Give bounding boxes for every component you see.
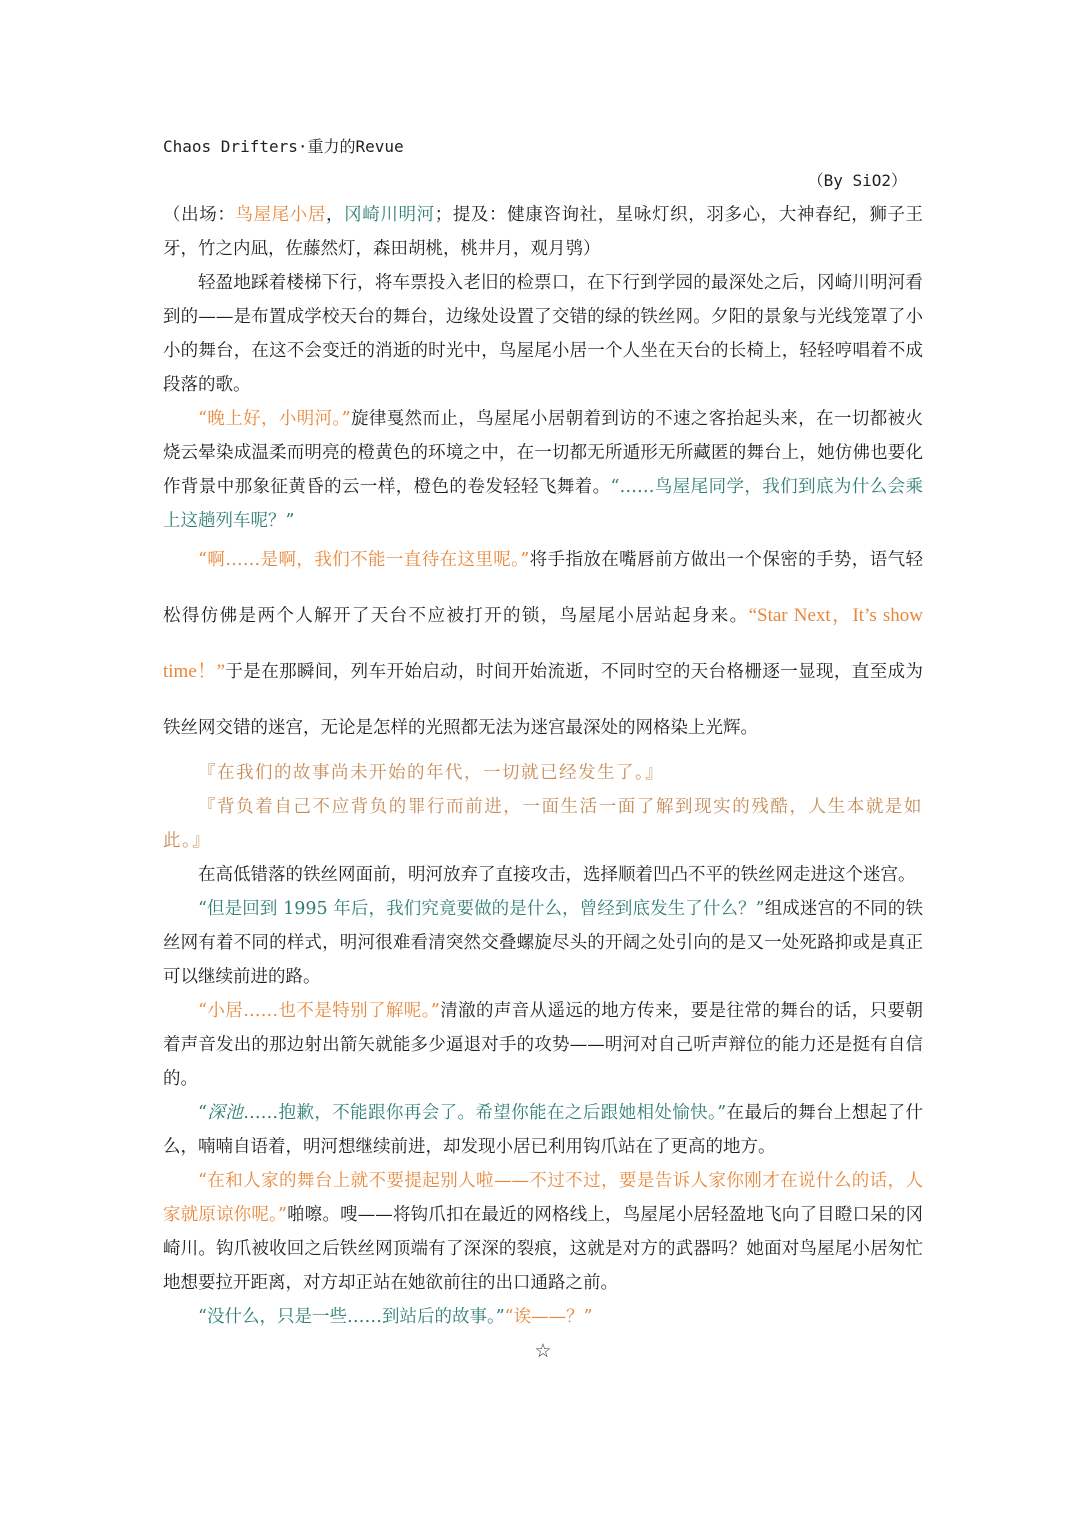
- dialogue-meiga: “没什么，只是一些……到站后的故事。”: [198, 1307, 505, 1327]
- narration: 啪嚓。嗖——将钩爪扣在最近的网格线上，鸟屋尾小居轻盈地飞向了目瞪口呆的冈崎川。钩爪被收回之后铁丝网顶端有了深深的裂痕，这就是对方的武器吗？她面对鸟屋尾小居匆忙地想要拉开距离，对方却正站在她欲前往的出口通路之前。: [163, 1205, 924, 1293]
- cast-prefix: （出场：: [163, 205, 236, 225]
- quote-line-1: 『在我们的故事尚未开始的年代，一切就已经发生了。』: [198, 763, 665, 783]
- dialogue-meiga: “……鸟屋尾同学，我们到底为什么会乘上这趟列车呢？”: [163, 477, 923, 531]
- paragraph-9: [163, 1300, 923, 1334]
- dialogue-meiga: ……抱歉，不能跟你再会了。希望你能在之后跟她相处愉快。”: [243, 1103, 727, 1123]
- narration: 旋律戛然而止，鸟屋尾小居朝着到访的不速之客抬起头来，在一切都被火烧云晕染成温柔而明亮的橙黄色的环境之中，在一切都无所遁形无所藏匿的舞台上，她仿佛也要化作背景中那象征黄昏的云一样，橙色的卷发轻轻飞舞着。: [163, 409, 923, 497]
- dialogue-koi: “啊……是啊，我们不能一直待在这里呢。”: [198, 550, 530, 570]
- dialogue-koi: “在和人家的舞台上就不要提起别人啦——不过不过，要是告诉人家你刚才在说什么的话，人家就原谅你呢。”: [163, 1171, 923, 1225]
- paragraph-3: [163, 532, 923, 756]
- cast-character-koi: 鸟屋尾小居: [235, 205, 327, 225]
- paragraph-6: [163, 994, 923, 1096]
- dialogue-meiga-name: 深池: [206, 1103, 244, 1123]
- paragraph-7: [163, 1096, 923, 1164]
- narration: 于是在那瞬间，列车开始启动，时间开始流逝，不同时空的天台格栅逐一显现，直至成为铁丝网交错的迷宫，无论是怎样的光照都无法为迷宫最深处的网格染上光辉。: [163, 662, 923, 738]
- paragraph-2: [163, 402, 923, 538]
- dialogue-meiga: “但是回到 1995 年后，我们究竟要做的是什么，曾经到底发生了什么？”: [198, 899, 765, 919]
- dialogue-koi: “晚上好，小明河。”: [198, 409, 351, 429]
- story-title: Chaos Drifters·重力的Revue: [163, 137, 404, 156]
- paragraph-8: [163, 1164, 923, 1300]
- narration: 清澈的声音从遥远的地方传来，要是往常的舞台的话，只要朝着声音发出的那边射出箭矢就能多少逼退对手的攻势——明河对自己听声辩位的能力还是挺有自信的。: [163, 1001, 923, 1089]
- dialogue-koi: “诶——？”: [504, 1307, 593, 1327]
- paragraph-1: 轻盈地踩着楼梯下行，将车票投入老旧的检票口，在下行到学园的最深处之后，冈崎川明河看到的——是布置成学校天台的舞台，边缘处设置了交错的绿的铁丝网。夕阳的景象与光线笼罩了小小的舞台，在这不会变迁的消逝的时光中，鸟屋尾小居一个人坐在天台的长椅上，轻轻哼唱着不成段落的歌。: [163, 273, 923, 395]
- story-body: [163, 130, 923, 1368]
- cast-mentions: ；提及：健康咨询社，星咏灯织，羽多心，大神春纪，狮子王牙，竹之内凪，佐藤然灯，森田胡桃，桃井月，观月鸮）: [163, 205, 924, 259]
- dialogue-koi-english: “Star Next，It’s show time！”: [163, 605, 924, 682]
- dialogue-meiga-open: “: [198, 1103, 207, 1123]
- paragraph-4: 在高低错落的铁丝网面前，明河放弃了直接攻击，选择顺着凹凸不平的铁丝网走进这个迷宫。: [198, 865, 916, 885]
- quote-line-2: 『背负着自己不应背负的罪行而前进，一面生活一面了解到现实的残酷，人生本就是如此。』: [163, 797, 923, 851]
- author-byline: （By SiO2）: [807, 171, 907, 190]
- cast-list: [163, 198, 923, 266]
- paragraph-5: [163, 892, 923, 994]
- cast-separator: ，: [326, 205, 345, 225]
- dialogue-koi: “小居……也不是特别了解呢。”: [198, 1001, 440, 1021]
- narration: 组成迷宫的不同的铁丝网有着不同的样式，明河很难看清突然交叠螺旋尽头的开阔之处引向的是又一处死路抑或是真正可以继续前进的路。: [163, 899, 923, 987]
- narration: 将手指放在嘴唇前方做出一个保密的手势，语气轻松得仿佛是两个人解开了天台不应被打开的锁，鸟屋尾小居站起身来。: [163, 550, 923, 626]
- cast-character-meiga: 冈崎川明河: [344, 205, 435, 225]
- section-divider-star: ☆: [534, 1340, 552, 1362]
- narration: 在最后的舞台上想起了什么，喃喃自语着，明河想继续前进，却发现小居已利用钩爪站在了更高的地方。: [163, 1103, 924, 1157]
